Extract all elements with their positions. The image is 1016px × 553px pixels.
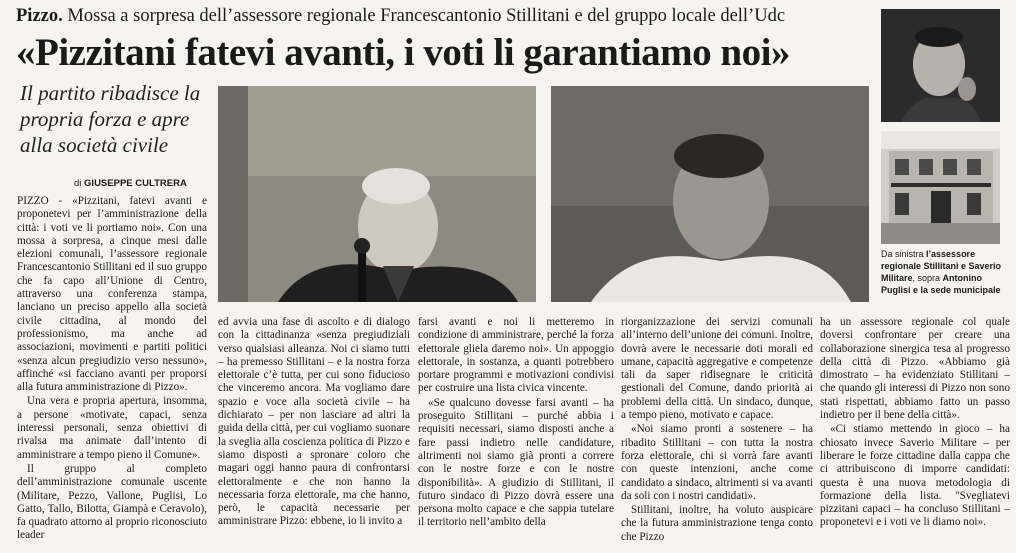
- headline: «Pizzitani fatevi avanti, i voti li garantiamo noi»: [16, 31, 790, 74]
- article-column-2: [218, 316, 410, 550]
- paragraph: «Noi siamo pronti a sostenere – ha ribadito Stillitani – con tutta la nostra forza elettorale, chi si vorrà fare avanti con queste intenzioni, anche come candidato a sindaco, altrimenti si va avanti da soli con i nostri candidati».: [621, 423, 813, 502]
- paragraph: Il gruppo al completo dell’amministrazione comunale uscente (Militare, Pezzo, Vallone, Puglisi, Lo Gatto, Tallo, Bilotta, Giampà e Ceravolo), fa quadrato attorno al proprio riconosciuto leader: [17, 462, 207, 542]
- byline-author: GIUSEPPE CULTRERA: [84, 178, 187, 189]
- paragraph: Stillitani, inoltre, ha voluto auspicare che la futura amministrazione tenga conto che Pizzo: [621, 504, 813, 543]
- caption-middle: , sopra: [912, 273, 941, 283]
- subhead: Il partito ribadisce la propria forza e apre alla società civile: [20, 81, 201, 157]
- kicker-place: Pizzo.: [16, 6, 63, 26]
- photo-municipio: [881, 131, 1000, 244]
- article-column-5: [820, 316, 1010, 550]
- paragraph: Una vera e propria apertura, insomma, a persone «motivate, capaci, senza interessi personali, senza obiettivi di rivalsa ma animate dall’intento di amministrare a tempo pieno il Comune».: [17, 395, 207, 461]
- caption-bold-1: l’assessore regionale Stillitani e Saverio Militare: [881, 249, 1002, 283]
- paragraph: riorganizzazione dei servizi comunali all’interno dell’unione dei comuni. Inoltre, dovrà avere le necessarie doti morali ed umane, capacità aggregative e competenze tali da saper ridisegnare le criticità gestionali del Comune, dando priorità ai problemi della città. Un sindaco, dunque, a tempo pieno, motivato e capace.: [621, 316, 813, 422]
- article-column-4: [621, 316, 813, 550]
- paragraph: farsi avanti e noi li metteremo in condizione di amministrare, perché la forza elettorale gliela daremo noi». Un appoggio elettorale, in sostanza, a quanti potrebbero portare programmi e motivazioni condivisi per costruire una lista civica vincente.: [418, 316, 614, 395]
- byline-prefix: di: [74, 178, 82, 189]
- caption-prefix: Da sinistra: [881, 249, 924, 259]
- paragraph: ha un assessore regionale col quale doversi confrontare per creare una collaborazione sinergica tesa al progresso della città di Pizzo. «Abbiamo già dimostrato – ha evidenziato Stillitani – che quando gli interessi di Pizzo non sono stati rispettati, abbiamo fatto un passo indietro per il bene della città».: [820, 316, 1010, 422]
- paragraph: «Ci stiamo mettendo in gioco – ha chiosato invece Saverio Militare – per liberare le forze cittadine dalla cappa che ci attribuiscono di imporre candidati: questa è una nuova metodologia di formazione della lista. "Svegliatevi pizzitani capaci – ha concluso Stillitani – proponetevi e i voti ve li diamo noi».: [820, 423, 1010, 529]
- kicker-text: Mossa a sorpresa dell’assessore regionale Francescantonio Stillitani e del gruppo locale dell’Udc: [67, 6, 786, 26]
- article-column-1: [17, 195, 207, 550]
- byline: [74, 178, 224, 189]
- kicker: [16, 4, 876, 28]
- photo-caption: [881, 248, 1011, 296]
- photo-militare: [551, 86, 869, 302]
- caption-bold-2: Antonino Puglisi e la sede municipale: [881, 273, 1001, 295]
- article-column-3: [418, 316, 614, 550]
- photo-stillitani: [218, 86, 536, 302]
- paragraph: PIZZO - «Pizzitani, fatevi avanti e proponetevi per l’amministrazione della città: i voti ve li portiamo noi». Con una mossa a sorpresa, a cinque mesi dalle elezioni comunali, l’assessore regionale Francescantonio Stillitani ed il suo gruppo che fa capo all’Unione di Centro, attraverso una conferenza stampa, lanciano un preciso appello alla società civile cittadina, al mondo del professionismo, ma anche ad associazioni, movimenti e partiti politici «senza alcun pregiudizio verso nessuno», affinché «si facciano avanti per proporsi alla futura amministrazione di Pizzo».: [17, 195, 207, 394]
- paragraph: ed avvia una fase di ascolto e di dialogo con la cittadinanza «senza pregiudiziali verso qualsiasi alleanza. Noi ci siamo tutti – ha premesso Stillitani – e la nostra forza elettorale c’è tutta, per cui sono fiducioso che vinceremo ancora. Ma vogliamo dare spazio e voce alla società civile – ha dichiarato – per non lasciare ad altri la guida della città, per cui vogliamo suonare la sveglia alla coscienza politica di Pizzo e siamo disposti a spronare coloro che magari oggi hanno paura di confrontarsi elettoralmente e che non hanno la necessaria forza elettorale, ma che hanno, però, le capacità necessarie per amministrare Pizzo: ebbene, io li invito a: [218, 316, 410, 528]
- photo-puglisi: [881, 9, 1000, 122]
- paragraph: «Se qualcuno dovesse farsi avanti – ha proseguito Stillitani – purché abbia i requisiti necessari, siamo disposti anche a fare passi indietro nelle candidature, altrimenti noi siamo già pronti a correre con le nostre forze e con le nostre disponibilità». A giudizio di Stillitani, il futuro sindaco di Pizzo dovrà essere una persona molto capace e che sappia tutelare il territorio nell’ambito della: [418, 396, 614, 529]
